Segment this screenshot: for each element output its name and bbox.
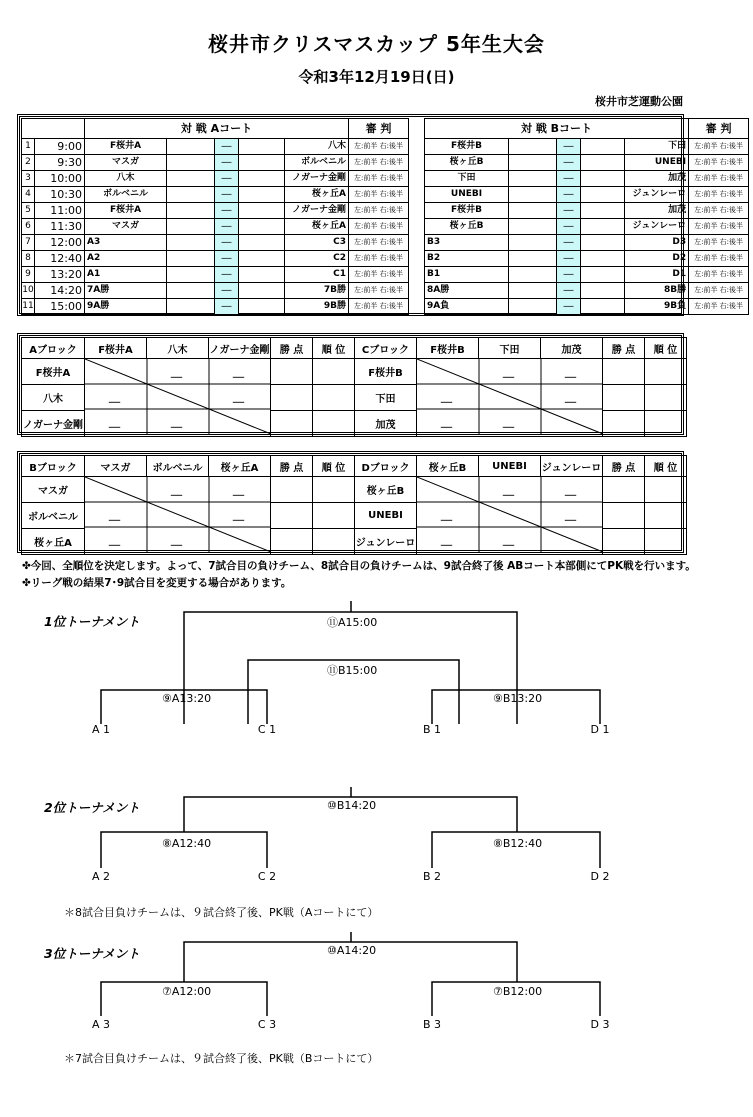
match-number: 9 <box>22 267 35 283</box>
court-a-vs: ― <box>215 139 239 155</box>
block-team-row-label: ジュンレーロ <box>355 529 417 555</box>
court-a-vs: ― <box>215 187 239 203</box>
match-time: 14:20 <box>35 283 85 299</box>
bracket3-right-semi-label: ⑦B12:00 <box>493 985 543 998</box>
bracket3-slot-a: A 3 <box>91 1018 111 1031</box>
court-b-home-team: F桜井B <box>425 203 509 219</box>
result-placeholder: ＿ <box>233 509 244 522</box>
block-team-row-label: UNEBI <box>355 503 417 529</box>
bracket1-right-semi-label: ⑨B13:20 <box>493 692 543 705</box>
court-a-referee: 左:前半 右:後半 <box>349 139 409 155</box>
court-a-away-team: 八木 <box>285 139 349 155</box>
block-team-row-label: 八木 <box>22 385 85 411</box>
court-a-home-team: マスガ <box>85 155 167 171</box>
court-b-referee: 左:前半 右:後半 <box>689 299 749 315</box>
bracket1-slot-c: C 1 <box>257 723 277 736</box>
court-a-home-team: F桜井A <box>85 139 167 155</box>
court-a-referee-header: 審 判 <box>349 119 409 139</box>
result-placeholder: ＿ <box>565 484 576 497</box>
court-b-away-team: D1 <box>625 267 689 283</box>
bracket3-slot-d: D 3 <box>590 1018 610 1031</box>
court-a-referee: 左:前半 右:後半 <box>349 299 409 315</box>
match-number: 5 <box>22 203 35 219</box>
court-a-home-team: A3 <box>85 235 167 251</box>
result-placeholder: ＿ <box>171 534 182 547</box>
match-number: 6 <box>22 219 35 235</box>
bracket2-final-label: ⑩B14:20 <box>327 799 377 812</box>
court-b-vs: ― <box>557 299 581 315</box>
block-team-header: ボルベニル <box>147 456 209 477</box>
rank-header: 順 位 <box>313 456 355 477</box>
court-a-referee: 左:前半 右:後半 <box>349 171 409 187</box>
bracket2-note: ＊8試合目負けチームは、９試合終了後、PK戦（Aコートにて） <box>64 906 379 919</box>
court-a-vs: ― <box>215 299 239 315</box>
block-team-header: ジュンレーロ <box>541 456 603 477</box>
bracket2-right-semi-label: ⑧B12:40 <box>493 837 543 850</box>
note-1: ✤今回、全順位を決定します。よって、7試合目の負けチーム、8試合目の負けチームは、9試合終了後 ABコート本部側にてPK戦を行います。 <box>22 560 696 572</box>
block-team-row-label: 桜ヶ丘A <box>22 529 85 555</box>
bracket3-title: 3位トーナメント <box>44 946 140 961</box>
match-time: 9:30 <box>35 155 85 171</box>
court-a-home-team: 八木 <box>85 171 167 187</box>
block-team-row-label: ノガーナ金剛 <box>22 411 85 437</box>
match-time: 10:30 <box>35 187 85 203</box>
block-team-header: ノガーナ金剛 <box>209 338 271 359</box>
court-b-away-team: 8B勝 <box>625 283 689 299</box>
court-b-home-team: 9A負 <box>425 299 509 315</box>
court-b-home-team: 桜ヶ丘B <box>425 219 509 235</box>
court-b-referee: 左:前半 右:後半 <box>689 139 749 155</box>
court-b-home-team: F桜井B <box>425 139 509 155</box>
court-a-away-team: 桜ヶ丘A <box>285 187 349 203</box>
court-a-home-team: ボルベニル <box>85 187 167 203</box>
match-number: 2 <box>22 155 35 171</box>
court-a-home-team: 9A勝 <box>85 299 167 315</box>
result-placeholder: ＿ <box>565 366 576 379</box>
court-b-away-team: 加茂 <box>625 203 689 219</box>
result-placeholder: ＿ <box>503 484 514 497</box>
court-a-referee: 左:前半 右:後半 <box>349 267 409 283</box>
court-b-vs: ― <box>557 219 581 235</box>
court-a-home-team: A1 <box>85 267 167 283</box>
bracket2-slot-b: B 2 <box>422 870 442 883</box>
court-b-away-team: ジュンレーロ <box>625 187 689 203</box>
court-b-away-team: D2 <box>625 251 689 267</box>
block-team-header: F桜井A <box>85 338 147 359</box>
court-b-home-team: 桜ヶ丘B <box>425 155 509 171</box>
match-time: 13:20 <box>35 267 85 283</box>
block-team-row-label: 桜ヶ丘B <box>355 477 417 503</box>
court-a-referee: 左:前半 右:後半 <box>349 187 409 203</box>
court-a-vs: ― <box>215 219 239 235</box>
block-team-row-label: 加茂 <box>355 411 417 437</box>
court-a-away-team: 9B勝 <box>285 299 349 315</box>
court-a-referee: 左:前半 右:後半 <box>349 235 409 251</box>
result-placeholder: ＿ <box>565 509 576 522</box>
court-a-referee: 左:前半 右:後半 <box>349 283 409 299</box>
court-a-away-team: ボルベニル <box>285 155 349 171</box>
court-b-referee: 左:前半 右:後半 <box>689 203 749 219</box>
court-b-referee: 左:前半 右:後半 <box>689 187 749 203</box>
court-a-away-team: ノガーナ金剛 <box>285 203 349 219</box>
block-team-header: UNEBI <box>479 456 541 477</box>
bracket3-slot-c: C 3 <box>257 1018 277 1031</box>
block-team-header: 下田 <box>479 338 541 359</box>
court-a-away-team: 桜ヶ丘A <box>285 219 349 235</box>
court-a-home-team: F桜井A <box>85 203 167 219</box>
court-b-referee: 左:前半 右:後半 <box>689 171 749 187</box>
court-a-away-team: 7B勝 <box>285 283 349 299</box>
result-placeholder: ＿ <box>171 416 182 429</box>
bracket3-slot-b: B 3 <box>422 1018 442 1031</box>
court-a-referee: 左:前半 右:後半 <box>349 203 409 219</box>
match-number: 3 <box>22 171 35 187</box>
block-team-row-label: マスガ <box>22 477 85 503</box>
result-placeholder: ＿ <box>441 416 452 429</box>
court-b-referee: 左:前半 右:後半 <box>689 235 749 251</box>
rank-header: 順 位 <box>645 338 687 359</box>
bracket1-title: 1位トーナメント <box>44 614 140 629</box>
result-placeholder: ＿ <box>233 366 244 379</box>
result-placeholder: ＿ <box>565 391 576 404</box>
bracket1-third-label: ⑪B15:00 <box>327 664 378 677</box>
points-header: 勝 点 <box>603 456 645 477</box>
court-b-vs: ― <box>557 187 581 203</box>
page-title: 桜井市クリスマスカップ 5年生大会 <box>208 32 545 56</box>
court-b-vs: ― <box>557 171 581 187</box>
points-header: 勝 点 <box>271 456 313 477</box>
points-header: 勝 点 <box>271 338 313 359</box>
court-a-away-team: C3 <box>285 235 349 251</box>
block-name: Dブロック <box>355 456 417 477</box>
match-time: 15:00 <box>35 299 85 315</box>
court-a-referee: 左:前半 右:後半 <box>349 219 409 235</box>
court-a-home-team: A2 <box>85 251 167 267</box>
block-team-header: マスガ <box>85 456 147 477</box>
court-b-referee: 左:前半 右:後半 <box>689 267 749 283</box>
result-placeholder: ＿ <box>441 391 452 404</box>
block-name: Bブロック <box>22 456 85 477</box>
court-b-vs: ― <box>557 251 581 267</box>
result-placeholder: ＿ <box>171 484 182 497</box>
note-2: ✤リーグ戦の結果7･9試合目を変更する場合があります。 <box>22 577 292 589</box>
court-a-referee: 左:前半 右:後半 <box>349 251 409 267</box>
court-b-away-team: ジュンレーロ <box>625 219 689 235</box>
match-time: 12:40 <box>35 251 85 267</box>
court-b-referee-header: 審 判 <box>689 119 749 139</box>
match-number: 11 <box>22 299 35 315</box>
court-b-home-team: B1 <box>425 267 509 283</box>
court-a-away-team: ノガーナ金剛 <box>285 171 349 187</box>
court-a-home-team: マスガ <box>85 219 167 235</box>
block-team-row-label: 下田 <box>355 385 417 411</box>
court-b-vs: ― <box>557 155 581 171</box>
bracket2-slot-a: A 2 <box>91 870 111 883</box>
court-a-vs: ― <box>215 283 239 299</box>
match-number: 8 <box>22 251 35 267</box>
result-placeholder: ＿ <box>233 391 244 404</box>
result-placeholder: ＿ <box>109 509 120 522</box>
match-time: 11:30 <box>35 219 85 235</box>
block-team-header: F桜井B <box>417 338 479 359</box>
court-a-away-team: C2 <box>285 251 349 267</box>
block-team-row-label: ボルベニル <box>22 503 85 529</box>
result-placeholder: ＿ <box>109 534 120 547</box>
block-team-header: 桜ヶ丘B <box>417 456 479 477</box>
court-b-home-team: UNEBI <box>425 187 509 203</box>
court-b-referee: 左:前半 右:後半 <box>689 251 749 267</box>
court-b-vs: ― <box>557 235 581 251</box>
result-placeholder: ＿ <box>503 534 514 547</box>
points-header: 勝 点 <box>603 338 645 359</box>
court-a-home-team: 7A勝 <box>85 283 167 299</box>
court-b-vs: ― <box>557 203 581 219</box>
court-b-away-team: 下田 <box>625 139 689 155</box>
bracket1-slot-b: B 1 <box>422 723 442 736</box>
court-b-away-team: UNEBI <box>625 155 689 171</box>
bracket3-left-semi-label: ⑦A12:00 <box>162 985 212 998</box>
bracket2-slot-c: C 2 <box>257 870 277 883</box>
match-time: 10:00 <box>35 171 85 187</box>
result-placeholder: ＿ <box>109 416 120 429</box>
court-a-vs: ― <box>215 251 239 267</box>
rank-header: 順 位 <box>645 456 687 477</box>
bracket1-slot-d: D 1 <box>590 723 610 736</box>
block-name: Aブロック <box>22 338 85 359</box>
bracket3-final-label: ⑩A14:20 <box>327 944 377 957</box>
court-b-header: 対 戦 Bコート <box>425 119 689 139</box>
court-b-away-team: 9B負 <box>625 299 689 315</box>
court-b-vs: ― <box>557 267 581 283</box>
bracket1-slot-a: A 1 <box>91 723 111 736</box>
court-b-home-team: B3 <box>425 235 509 251</box>
court-b-referee: 左:前半 右:後半 <box>689 283 749 299</box>
court-b-home-team: B2 <box>425 251 509 267</box>
court-b-away-team: D3 <box>625 235 689 251</box>
match-number: 10 <box>22 283 35 299</box>
event-date: 令和3年12月19日(日) <box>298 68 455 86</box>
result-placeholder: ＿ <box>503 366 514 379</box>
court-b-vs: ― <box>557 283 581 299</box>
court-b-home-team: 下田 <box>425 171 509 187</box>
block-name: Cブロック <box>355 338 417 359</box>
bracket3-note: ＊7試合目負けチームは、９試合終了後、PK戦（Bコートにて） <box>64 1052 379 1065</box>
match-time: 9:00 <box>35 139 85 155</box>
court-a-header: 対 戦 Aコート <box>85 119 349 139</box>
rank-header: 順 位 <box>313 338 355 359</box>
court-b-referee: 左:前半 右:後半 <box>689 219 749 235</box>
block-team-row-label: F桜井A <box>22 359 85 385</box>
court-b-referee: 左:前半 右:後半 <box>689 155 749 171</box>
court-a-vs: ― <box>215 267 239 283</box>
block-team-header: 八木 <box>147 338 209 359</box>
court-a-vs: ― <box>215 171 239 187</box>
result-placeholder: ＿ <box>171 366 182 379</box>
result-placeholder: ＿ <box>441 534 452 547</box>
bracket1-left-semi-label: ⑨A13:20 <box>162 692 212 705</box>
bracket2-left-semi-label: ⑧A12:40 <box>162 837 212 850</box>
venue-label: 桜井市芝運動公園 <box>595 95 683 108</box>
result-placeholder: ＿ <box>503 416 514 429</box>
block-team-header: 桜ヶ丘A <box>209 456 271 477</box>
match-time: 11:00 <box>35 203 85 219</box>
result-placeholder: ＿ <box>109 391 120 404</box>
bracket1-final-label: ⑪A15:00 <box>327 616 378 629</box>
court-b-away-team: 加茂 <box>625 171 689 187</box>
match-number: 7 <box>22 235 35 251</box>
match-number: 4 <box>22 187 35 203</box>
court-b-vs: ― <box>557 139 581 155</box>
block-team-header: 加茂 <box>541 338 603 359</box>
court-b-home-team: 8A勝 <box>425 283 509 299</box>
match-time: 12:00 <box>35 235 85 251</box>
bracket2-title: 2位トーナメント <box>44 800 140 815</box>
court-a-vs: ― <box>215 235 239 251</box>
match-number: 1 <box>22 139 35 155</box>
result-placeholder: ＿ <box>441 509 452 522</box>
block-team-row-label: F桜井B <box>355 359 417 385</box>
court-a-vs: ― <box>215 155 239 171</box>
court-a-referee: 左:前半 右:後半 <box>349 155 409 171</box>
court-a-away-team: C1 <box>285 267 349 283</box>
result-placeholder: ＿ <box>233 484 244 497</box>
court-a-vs: ― <box>215 203 239 219</box>
bracket2-slot-d: D 2 <box>590 870 610 883</box>
